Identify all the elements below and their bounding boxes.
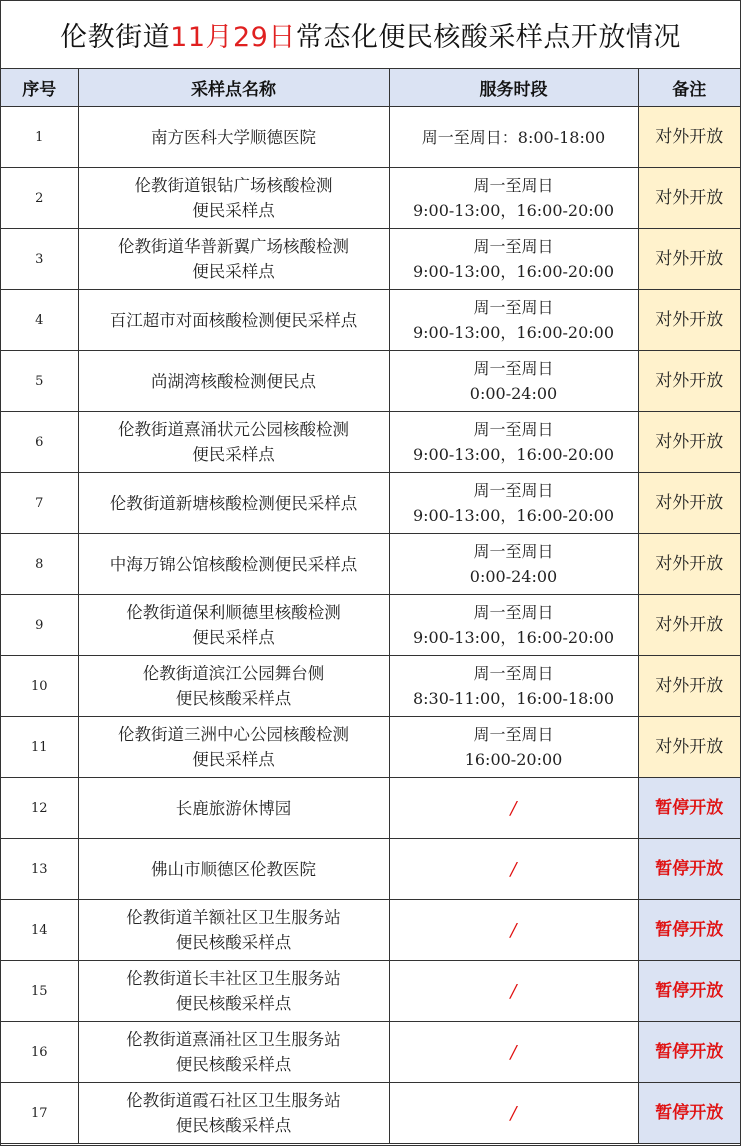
row-index: 14 [1,900,78,961]
table-row [1,1083,740,1144]
service-hours [389,900,638,961]
service-hours-line: / [510,1041,517,1063]
service-hours-line: 周一至周日 [473,359,554,378]
site-name [78,778,389,839]
service-hours-line: 周一至周日 [473,603,554,622]
row-index: 7 [1,473,78,534]
site-name-line: 便民核酸采样点 [175,933,292,952]
header-row [1,69,740,107]
status-note: 暂停开放 [638,961,740,1022]
table-row [1,595,740,656]
row-index: 1 [1,107,78,168]
row-index: 3 [1,229,78,290]
service-hours [389,229,638,290]
site-name [78,961,389,1022]
site-name [78,1022,389,1083]
site-name-line: 伦教街道华普新翼广场核酸检测 [118,237,349,256]
site-name-line: 佛山市顺德区伦教医院 [151,859,316,879]
service-hours-line: 周一至周日 [473,420,554,439]
site-name-line: 伦教街道滨江公园舞台侧 [142,664,325,683]
site-name-line: 便民核酸采样点 [175,1116,292,1135]
table-row [1,656,740,717]
service-hours [389,1083,638,1144]
table-row [1,534,740,595]
row-index: 16 [1,1022,78,1083]
site-name-line: 伦教街道熹涌社区卫生服务站 [126,1030,341,1049]
service-hours-line: 9:00-13:00，16:00-20:00 [412,323,615,342]
service-hours-line: 9:00-13:00，16:00-20:00 [412,262,615,281]
service-hours [389,1022,638,1083]
service-hours-line: / [510,797,517,819]
site-name [78,473,389,534]
service-hours-line: 周一至周日 [473,176,554,195]
table-row [1,1022,740,1083]
service-hours-line: / [510,858,517,880]
row-index: 15 [1,961,78,1022]
status-note: 对外开放 [638,290,740,351]
service-hours-line: 周一至周日 [473,298,554,317]
service-hours-line: 16:00-20:00 [464,750,563,769]
status-note: 对外开放 [638,107,740,168]
site-name-line: 便民核酸采样点 [175,689,292,708]
row-index: 10 [1,656,78,717]
table-row [1,290,740,351]
site-name-line: 南方医科大学顺德医院 [151,127,316,147]
header-hours: 服务时段 [389,69,638,107]
site-name [78,595,389,656]
row-index: 11 [1,717,78,778]
site-name-line: 伦教街道羊额社区卫生服务站 [126,908,341,927]
status-note: 对外开放 [638,351,740,412]
site-name [78,290,389,351]
row-index: 17 [1,1083,78,1144]
site-name [78,717,389,778]
site-name-line: 伦教街道熹涌状元公园核酸检测 [118,420,349,439]
service-hours [389,656,638,717]
site-name [78,534,389,595]
service-hours-line: 周一至周日 [473,664,554,683]
status-note: 对外开放 [638,656,740,717]
service-hours [389,717,638,778]
service-hours-line: / [510,919,517,941]
header-name: 采样点名称 [78,69,389,107]
service-hours-line: 9:00-13:00，16:00-20:00 [412,201,615,220]
title-suffix: 常态化便民核酸采样点开放情况 [295,22,681,53]
status-note: 对外开放 [638,595,740,656]
status-note: 暂停开放 [638,1022,740,1083]
service-hours-line: 8:30-11:00，16:00-18:00 [412,689,615,708]
table-row [1,839,740,900]
site-name [78,656,389,717]
row-index: 4 [1,290,78,351]
table-row [1,168,740,229]
table-body [1,107,740,1144]
row-index: 5 [1,351,78,412]
table-row [1,229,740,290]
site-name-line: 便民采样点 [192,445,275,464]
status-note: 对外开放 [638,534,740,595]
table-row [1,961,740,1022]
table-row [1,717,740,778]
status-note: 暂停开放 [638,1083,740,1144]
site-name [78,229,389,290]
table-row [1,473,740,534]
site-name-line: 百江超市对面核酸检测便民采样点 [109,310,358,330]
site-name-line: 中海万锦公馆核酸检测便民采样点 [109,554,358,574]
table-row [1,900,740,961]
service-hours-line: 9:00-13:00，16:00-20:00 [412,628,615,647]
site-name-line: 伦教街道保利顺德里核酸检测 [126,603,341,622]
header-index: 序号 [1,69,78,107]
service-hours-line: / [510,1102,517,1124]
service-hours [389,839,638,900]
service-hours [389,595,638,656]
title-prefix: 伦教街道 [60,22,171,53]
site-name-line: 伦教街道长丰社区卫生服务站 [126,969,341,988]
service-hours [389,473,638,534]
site-name-line: 尚湖湾核酸检测便民点 [151,371,316,391]
service-hours-line: 周一至周日 [473,481,554,500]
service-hours-line: 0:00-24:00 [469,567,558,586]
site-name [78,107,389,168]
service-hours-line: 0:00-24:00 [469,384,558,403]
service-hours-line: 周一至周日 [473,237,554,256]
status-note: 对外开放 [638,473,740,534]
status-note: 对外开放 [638,229,740,290]
service-hours [389,412,638,473]
service-hours-line: 9:00-13:00，16:00-20:00 [412,445,615,464]
status-note: 对外开放 [638,412,740,473]
service-hours [389,107,638,168]
site-name-line: 便民采样点 [192,201,275,220]
table-row [1,778,740,839]
site-name [78,168,389,229]
site-name-line: 伦教街道三洲中心公园核酸检测 [118,725,349,744]
service-hours-line: 周一至周日：8:00-18:00 [421,127,606,147]
row-index: 12 [1,778,78,839]
status-note: 暂停开放 [638,839,740,900]
site-name [78,412,389,473]
site-name [78,1083,389,1144]
status-note: 暂停开放 [638,778,740,839]
title-date: 11月29日 [170,22,296,53]
service-hours [389,534,638,595]
service-hours [389,168,638,229]
status-note: 对外开放 [638,717,740,778]
row-index: 6 [1,412,78,473]
service-hours-line: / [510,980,517,1002]
table-row [1,351,740,412]
site-name [78,351,389,412]
site-name-line: 便民核酸采样点 [175,1055,292,1074]
status-note: 暂停开放 [638,900,740,961]
service-hours-line: 周一至周日 [473,542,554,561]
site-name-line: 伦教街道银钻广场核酸检测 [134,176,333,195]
site-name-line: 便民采样点 [192,262,275,281]
table-row [1,412,740,473]
service-hours-line: 9:00-13:00，16:00-20:00 [412,506,615,525]
site-name-line: 长鹿旅游休博园 [175,798,292,818]
header-note: 备注 [638,69,740,107]
site-name-line: 伦教街道霞石社区卫生服务站 [126,1091,341,1110]
service-hours-line: 周一至周日 [473,725,554,744]
row-index: 2 [1,168,78,229]
service-hours [389,961,638,1022]
site-name-line: 便民采样点 [192,628,275,647]
row-index: 8 [1,534,78,595]
site-name-line: 便民核酸采样点 [175,994,292,1013]
site-name-line: 伦教街道新塘核酸检测便民采样点 [109,493,358,513]
row-index: 13 [1,839,78,900]
service-hours [389,290,638,351]
sampling-sites-table [1,69,740,1144]
service-hours [389,351,638,412]
status-note: 对外开放 [638,168,740,229]
site-name [78,900,389,961]
site-name-line: 便民采样点 [192,750,275,769]
service-hours [389,778,638,839]
page-title [1,1,740,69]
row-index: 9 [1,595,78,656]
table-row [1,107,740,168]
site-name [78,839,389,900]
